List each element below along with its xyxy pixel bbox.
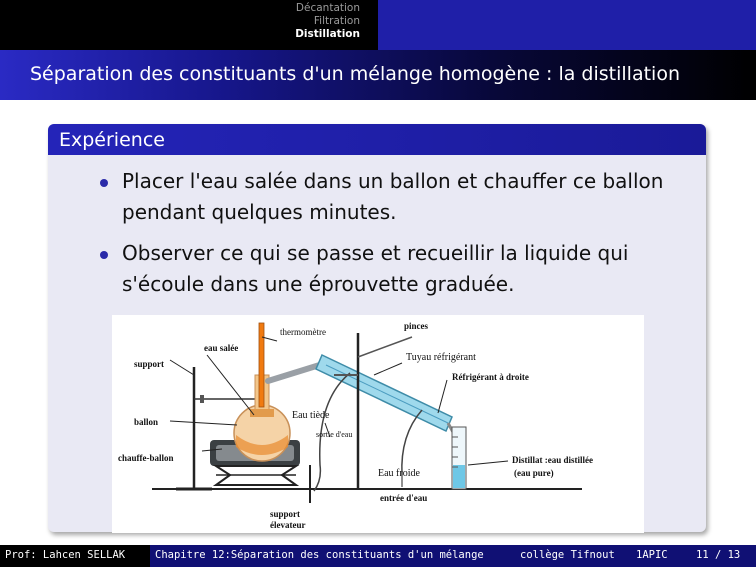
section-list	[0, 2, 360, 41]
footer-author: Prof: Lahcen SELLAK	[5, 549, 126, 561]
label-tuyau-refrigerant: Tuyau réfrigérant	[406, 352, 476, 363]
label-sortie-eau: sortie d'eau	[316, 430, 353, 439]
label-support-elevateur-2: élevateur	[270, 520, 306, 530]
footer-right	[150, 545, 756, 567]
section-navigation-bar	[0, 0, 756, 50]
experience-block	[48, 124, 706, 532]
label-chauffe-ballon: chauffe-ballon	[118, 453, 174, 463]
label-ballon: ballon	[134, 417, 159, 427]
label-eau-froide: Eau froide	[378, 468, 420, 479]
nav-item-filtration[interactable]: Filtration	[313, 15, 360, 27]
thermometer	[259, 323, 264, 407]
bullet-item: Observer ce qui se passe et recueillir la liquide qui s'écoule dans une éprouvette graduée.	[98, 238, 688, 300]
footer-bar	[0, 545, 756, 567]
bullet-item: Placer l'eau salée dans un ballon et chauffer ce ballon pendant quelques minutes.	[98, 166, 688, 228]
distillation-apparatus-diagram	[112, 315, 644, 533]
frame-title: Séparation des constituants d'un mélange homogène : la distillation	[30, 63, 680, 85]
label-support-elevateur-1: support	[270, 509, 301, 519]
label-eau-pure: (eau pure)	[514, 468, 554, 478]
label-eau-salee: eau salée	[204, 343, 239, 353]
block-header	[48, 124, 706, 155]
footer-level: 1APIC	[636, 549, 668, 561]
label-entree-eau: entrée d'eau	[380, 493, 428, 503]
label-eau-tiede: Eau tiède	[292, 410, 330, 421]
eprouvette-graduee	[452, 427, 466, 489]
label-support: support	[134, 359, 165, 369]
nav-item-distillation[interactable]: Distillation	[295, 28, 360, 40]
footer-page-number: 11 / 13	[696, 549, 741, 561]
footer-school: collège Tifnout	[520, 549, 615, 561]
nav-bar-right-panel	[378, 0, 756, 50]
label-pinces: pinces	[404, 321, 429, 331]
footer-left	[0, 545, 150, 567]
label-thermometre: thermomètre	[280, 327, 326, 337]
bullet-list	[98, 166, 688, 310]
nav-item-decantation[interactable]: Décantation	[295, 2, 360, 14]
footer-chapter: Chapitre 12:Séparation des constituants d'un mélange	[155, 549, 484, 561]
label-distillat: Distillat :eau distillée	[512, 455, 593, 465]
frame-title-bar	[0, 50, 756, 100]
block-title: Expérience	[59, 129, 165, 151]
label-refrigerant: Réfrigérant à droite	[452, 372, 529, 382]
